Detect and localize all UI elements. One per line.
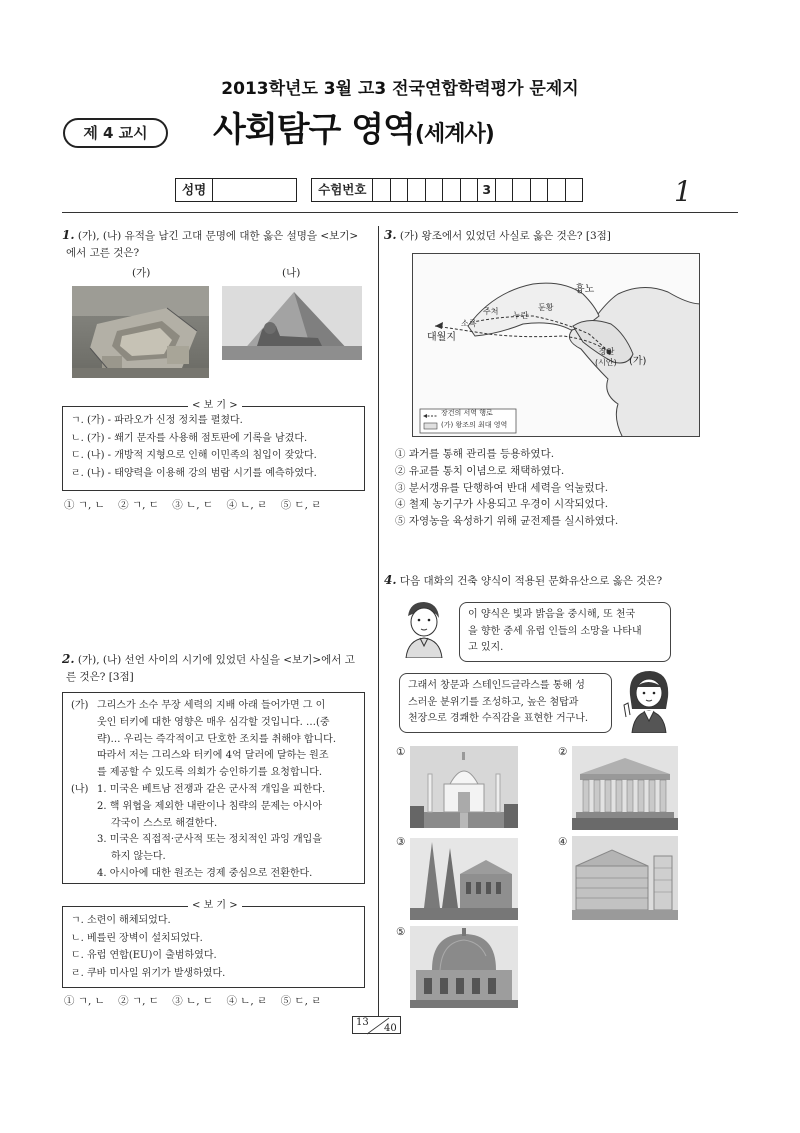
q4-opt-label-4: ④	[558, 836, 568, 848]
map-label-loulan: 누란	[513, 311, 529, 320]
q3-choice-1[interactable]: ① 과거를 통해 관리를 등용하였다.	[395, 448, 555, 460]
subject-main: 사회탐구 영역	[213, 110, 415, 150]
exam-number-cell[interactable]	[373, 178, 391, 202]
exam-number-cell[interactable]	[496, 178, 514, 202]
q4-option-4-romanesque-cathedral[interactable]	[572, 836, 678, 920]
q2-na-line: 3. 미국은 직접적·군사적 또는 정치적인 과잉 개입을	[97, 834, 322, 846]
q4-stem	[384, 571, 734, 590]
q4-opt-label-5: ⑤	[396, 926, 406, 938]
q1-text-1: (가), (나) 유적을 남긴 고대 문명에 대한 옳은 설명을 <보기>	[77, 230, 359, 242]
footer-page-total: 40	[384, 1023, 397, 1034]
q2-bogi-item: ㄴ. 베를린 장벽이 설치되었다.	[71, 932, 203, 944]
q2-ga-line: 그리스가 소수 무장 세력의 지배 아래 들어가면 그 이	[97, 700, 326, 711]
q4-number: 4.	[384, 573, 397, 587]
q1-bogi-item: ㄷ. (나) - 개방적 지형으로 인해 이민족의 침입이 잦았다.	[71, 450, 317, 461]
q4-opt-label-2: ②	[558, 746, 568, 758]
q4-option-1-taj-mahal[interactable]	[410, 746, 518, 828]
q4-bubble1-line: 이 양식은 빛과 밝음을 중시해, 또 천국	[468, 609, 636, 620]
q2-ga-line: 웃인 터키에 대한 영향은 매우 심각할 것입니다. …(중	[97, 716, 330, 728]
exam-number-cell[interactable]	[513, 178, 531, 202]
map-legend-area: (가) 왕조의 최대 영역	[441, 421, 508, 429]
q2-stem	[62, 650, 372, 685]
exam-number-cell[interactable]	[531, 178, 549, 202]
boy-illustration	[398, 598, 448, 658]
exam-number-digit: 3	[478, 178, 496, 202]
subject-sub: (세계사)	[414, 122, 494, 147]
student-id-row	[175, 178, 583, 202]
q2-ga-line: 략)… 우리는 즉각적이고 단호한 조치를 취해야 합니다.	[97, 733, 337, 745]
q4-opt-label-1: ①	[396, 746, 406, 758]
q2-bogi-title: < 보 기 >	[188, 898, 242, 914]
name-field[interactable]	[213, 178, 297, 202]
q2-ga-label: (가)	[71, 700, 89, 711]
q4-option-5-mosque[interactable]	[410, 926, 518, 1008]
q4-bubble1-line: 을 향한 중세 유럽 인들의 소망을 나타내	[468, 625, 642, 637]
q2-options[interactable]: ① ㄱ, ㄴ ② ㄱ, ㄷ ③ ㄴ, ㄷ ④ ㄴ, ㄹ ⑤ ㄷ, ㄹ	[64, 995, 322, 1007]
q2-text-2: 른 것은? [3점]	[66, 670, 134, 683]
q2-bogi-item: ㄹ. 쿠바 미사일 위기가 발생하였다.	[71, 967, 226, 979]
map-label-xiongnu: 흉노	[575, 284, 595, 295]
q1-photo-ruins	[72, 286, 209, 378]
exam-title: 2013학년도 3월 고3 전국연합학력평가 문제지	[221, 79, 579, 99]
q2-ga-line: 를 제공할 수 있도록 의회가 승인하기를 요청합니다.	[97, 767, 323, 779]
q2-na-label: (나)	[71, 783, 89, 795]
q2-na-line: 2. 핵 위협을 제외한 내란이나 침략의 문제는 아시아	[97, 800, 322, 812]
q4-bubble2-line: 그래서 창문과 스테인드글라스를 통해 성	[408, 680, 585, 691]
q1-number: 1.	[62, 228, 75, 242]
q1-label-a: (가)	[132, 267, 151, 279]
map-label-dunhuang: 둔황	[538, 303, 554, 312]
q2-bogi-item: ㄷ. 유럽 연합(EU)이 출범하였다.	[71, 950, 217, 961]
q4-opt-label-3: ③	[396, 836, 406, 848]
page-number: 1	[674, 175, 692, 208]
q3-choice-2[interactable]: ② 유교를 통치 이념으로 채택하였다.	[395, 464, 565, 477]
q2-number: 2.	[62, 652, 75, 666]
column-divider	[378, 226, 379, 1016]
q2-bogi-item: ㄱ. 소련이 해체되었다.	[71, 915, 171, 926]
q2-na-line: 하지 않는다.	[111, 851, 166, 863]
exam-number-cell[interactable]	[426, 178, 444, 202]
q4-text: 다음 대화의 건축 양식이 적용된 문화유산으로 옳은 것은?	[399, 575, 663, 587]
q3-number: 3.	[384, 228, 397, 242]
exam-number-label: 수험번호	[311, 178, 373, 202]
map-label-xian: (시안)	[595, 358, 617, 367]
header-divider	[62, 212, 738, 213]
footer-page-current: 13	[356, 1017, 369, 1028]
q1-bogi-title: < 보 기 >	[188, 398, 242, 414]
q1-bogi-item: ㄱ. (가) - 파라오가 신정 정치를 펼쳤다.	[71, 415, 243, 426]
q4-bubble1-line: 고 있지.	[468, 642, 504, 653]
q2-na-line: 각국이 스스로 해결한다.	[111, 817, 218, 829]
q1-bogi-item: ㄴ. (가) - 쐐기 문자를 사용해 점토판에 기록을 남겼다.	[71, 432, 308, 444]
q2-bogi-box	[62, 906, 365, 988]
q3-map	[412, 253, 700, 437]
q4-bubble-1	[459, 602, 671, 662]
q1-stem	[62, 226, 372, 261]
q3-stem	[384, 226, 734, 245]
q4-option-2-parthenon[interactable]	[572, 746, 678, 830]
map-label-ga: (가)	[629, 356, 647, 367]
exam-number-cell[interactable]	[548, 178, 566, 202]
exam-number-cell[interactable]	[461, 178, 479, 202]
map-label-dawanzhi: 대월지	[427, 332, 456, 343]
q1-bogi-item: ㄹ. (나) - 태양력을 이용해 강의 범람 시기를 예측하였다.	[71, 467, 317, 479]
q3-choice-4[interactable]: ④ 철제 농기구가 사용되고 우경이 시작되었다.	[395, 498, 609, 511]
girl-illustration	[620, 665, 676, 733]
q3-text: (가) 왕조에서 있었던 사실로 옳은 것은? [3점]	[399, 230, 611, 242]
q4-bubble2-line: 천장으로 경쾌한 수직감을 표현한 거구나.	[408, 713, 589, 724]
exam-number-cell[interactable]	[408, 178, 426, 202]
q1-bogi-box	[62, 406, 365, 491]
map-legend-route: 장건의 서역 행로	[441, 409, 493, 417]
q4-bubble2-line: 스러운 분위기를 조성하고, 높은 첨탑과	[408, 696, 579, 708]
map-label-jushi: 주처	[483, 307, 499, 316]
footer-page-indicator	[352, 1016, 401, 1034]
q2-ga-line: 따라서 저는 그리스와 터키에 4억 달러에 달하는 원조	[97, 750, 329, 762]
exam-number-cell[interactable]	[443, 178, 461, 202]
q2-text-1: (가), (나) 선언 사이의 시기에 있었던 사실을 <보기>에서 고	[77, 654, 355, 666]
q1-options[interactable]: ① ㄱ, ㄴ ② ㄱ, ㄷ ③ ㄴ, ㄷ ④ ㄴ, ㄹ ⑤ ㄷ, ㄹ	[64, 499, 322, 511]
q2-source-box	[62, 692, 365, 884]
q1-text-2: 에서 고른 것은?	[66, 246, 140, 259]
q3-choice-3[interactable]: ③ 분서갱유를 단행하여 반대 세력을 억눌렀다.	[395, 481, 609, 494]
exam-number-cell[interactable]	[391, 178, 409, 202]
q2-na-line: 1. 미국은 베트남 전쟁과 같은 군사적 개입을 피한다.	[97, 783, 326, 795]
map-label-shule: 소륵	[461, 319, 477, 328]
subject-title	[213, 104, 494, 157]
q4-option-3-gothic-cathedral[interactable]	[410, 838, 518, 920]
q1-photo-sphinx-pyramid	[222, 286, 362, 360]
name-label: 성명	[175, 178, 213, 202]
period-badge: 제 4 교시	[63, 118, 168, 148]
q2-na-line: 4. 아시아에 대한 원조는 경제 중심으로 전환한다.	[97, 867, 313, 879]
map-label-changan: 장안	[599, 347, 615, 356]
exam-number-cell[interactable]	[566, 178, 584, 202]
q1-label-b: (나)	[282, 267, 301, 279]
q3-choice-5[interactable]: ⑤ 자영농을 육성하기 위해 균전제를 실시하였다.	[395, 515, 619, 528]
q3-choices	[395, 446, 618, 530]
q4-bubble-2	[399, 673, 612, 733]
